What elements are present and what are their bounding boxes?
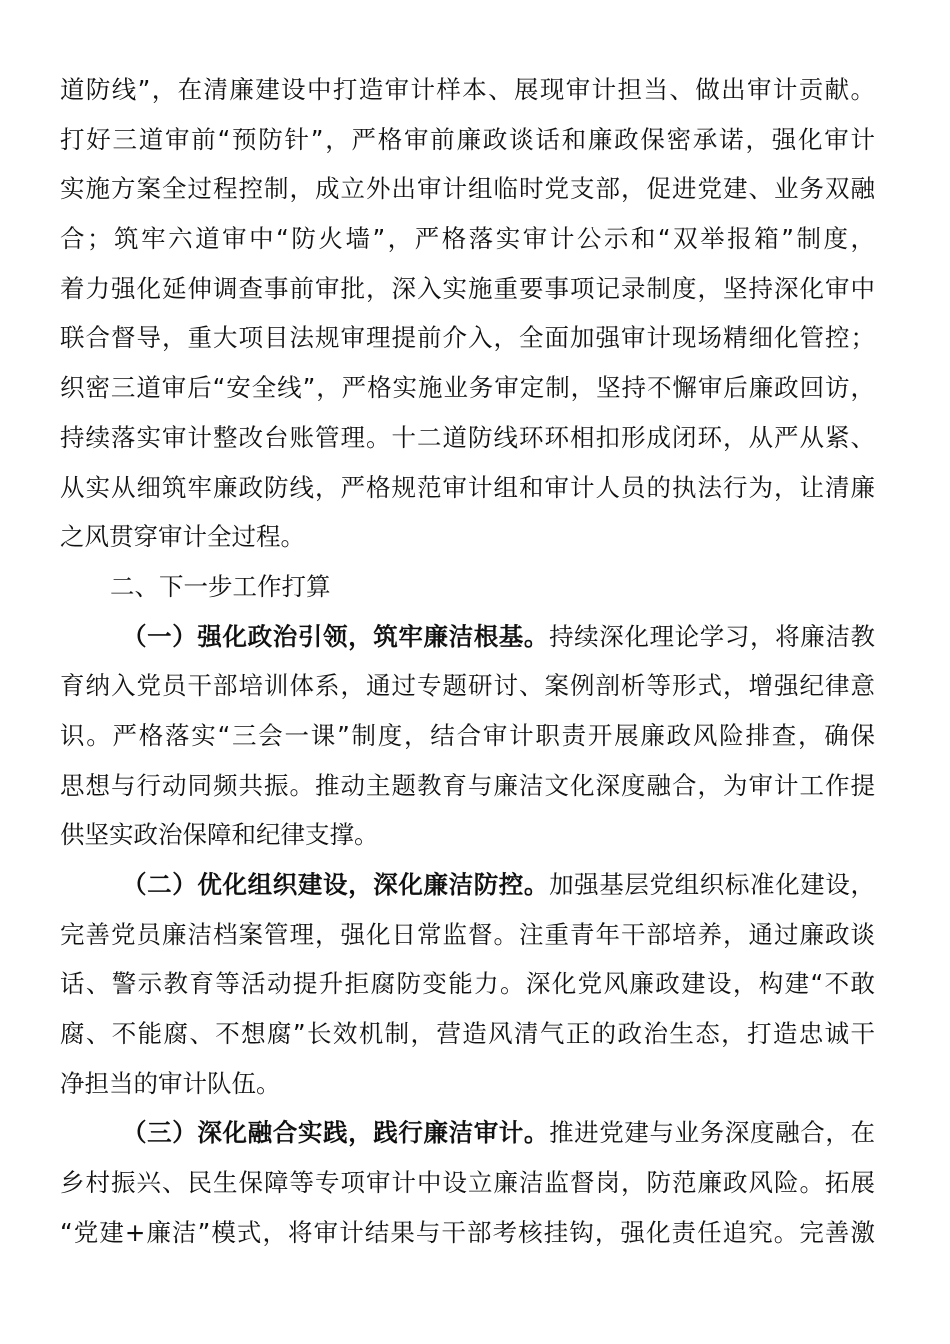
text-line — [60, 860, 875, 910]
text-line: “党建+廉洁”模式，将审计结果与干部考核挂钩，强化责任追究。完善激 — [60, 1217, 875, 1247]
text-line: 合；筑牢六道审中“防火墙”，严格落实审计公示和“双举报箱”制度， — [60, 224, 875, 254]
text-line: 持续落实审计整改台账管理。十二道防线环环相扣形成闭环，从严从紧、 — [60, 422, 875, 452]
text-line: 完善党员廉洁档案管理，强化日常监督。注重青年干部培养，通过廉政谈 — [60, 919, 875, 949]
subsection-title: （二）优化组织建设，深化廉洁防控。 — [122, 870, 550, 899]
text-line: 净担当的审计队伍。 — [60, 1068, 281, 1098]
paragraph-section-2 — [60, 860, 875, 1108]
paragraph-defense-lines — [60, 65, 875, 562]
text-line: 乡村振兴、民生保障等专项审计中设立廉洁监督岗，防范廉政风险。拓展 — [60, 1168, 875, 1198]
document-page — [60, 65, 875, 1258]
paragraph-section-3 — [60, 1108, 875, 1257]
text-line: 联合督导，重大项目法规审理提前介入，全面加强审计现场精细化管控； — [60, 323, 875, 353]
text-line: 织密三道审后“安全线”，严格实施业务审定制，坚持不懈审后廉政回访， — [60, 373, 875, 403]
text-line: 育纳入党员干部培训体系，通过专题研讨、案例剖析等形式，增强纪律意 — [60, 671, 875, 701]
text-line — [60, 1108, 875, 1158]
text-line: 识。严格落实“三会一课”制度，结合审计职责开展廉政风险排查，确保 — [60, 720, 875, 750]
text-line: 实施方案全过程控制，成立外出审计组临时党支部，促进党建、业务双融 — [60, 174, 875, 204]
text-line — [60, 612, 875, 662]
text-line: 打好三道审前“预防针”，严格审前廉政谈话和廉政保密承诺，强化审计 — [60, 124, 875, 154]
text-line: 之风贯穿审计全过程。 — [60, 522, 305, 552]
section-heading: 二、下一步工作打算 — [110, 571, 331, 601]
text-line: 道防线”，在清廉建设中打造审计样本、展现审计担当、做出审计贡献。 — [60, 75, 875, 104]
text-line: 从实从细筑牢廉政防线，严格规范审计组和审计人员的执法行为，让清廉 — [60, 472, 875, 502]
subsection-title: （三）深化融合实践，践行廉洁审计。 — [122, 1118, 550, 1148]
subsection-title: （一）强化政治引领，筑牢廉洁根基。 — [122, 621, 550, 651]
paragraph-section-1 — [60, 612, 875, 860]
text-line: 供坚实政治保障和纪律支撑。 — [60, 820, 379, 850]
text-line: 话、警示教育等活动提升拒腐防变能力。深化党风廉政建设，构建“不敢 — [60, 969, 875, 999]
text-span: 持续深化理论学习，将廉洁教 — [549, 621, 876, 651]
text-span: 推进党建与业务深度融合，在 — [549, 1118, 876, 1148]
text-line: 着力强化延伸调查事前审批，深入实施重要事项记录制度，坚持深化审中 — [60, 273, 875, 303]
text-span: 加强基层党组织标准化建设， — [549, 870, 876, 899]
text-line: 思想与行动同频共振。推动主题教育与廉洁文化深度融合，为审计工作提 — [60, 770, 875, 800]
text-line: 腐、不能腐、不想腐”长效机制，营造风清气正的政治生态，打造忠诚干 — [60, 1019, 875, 1049]
